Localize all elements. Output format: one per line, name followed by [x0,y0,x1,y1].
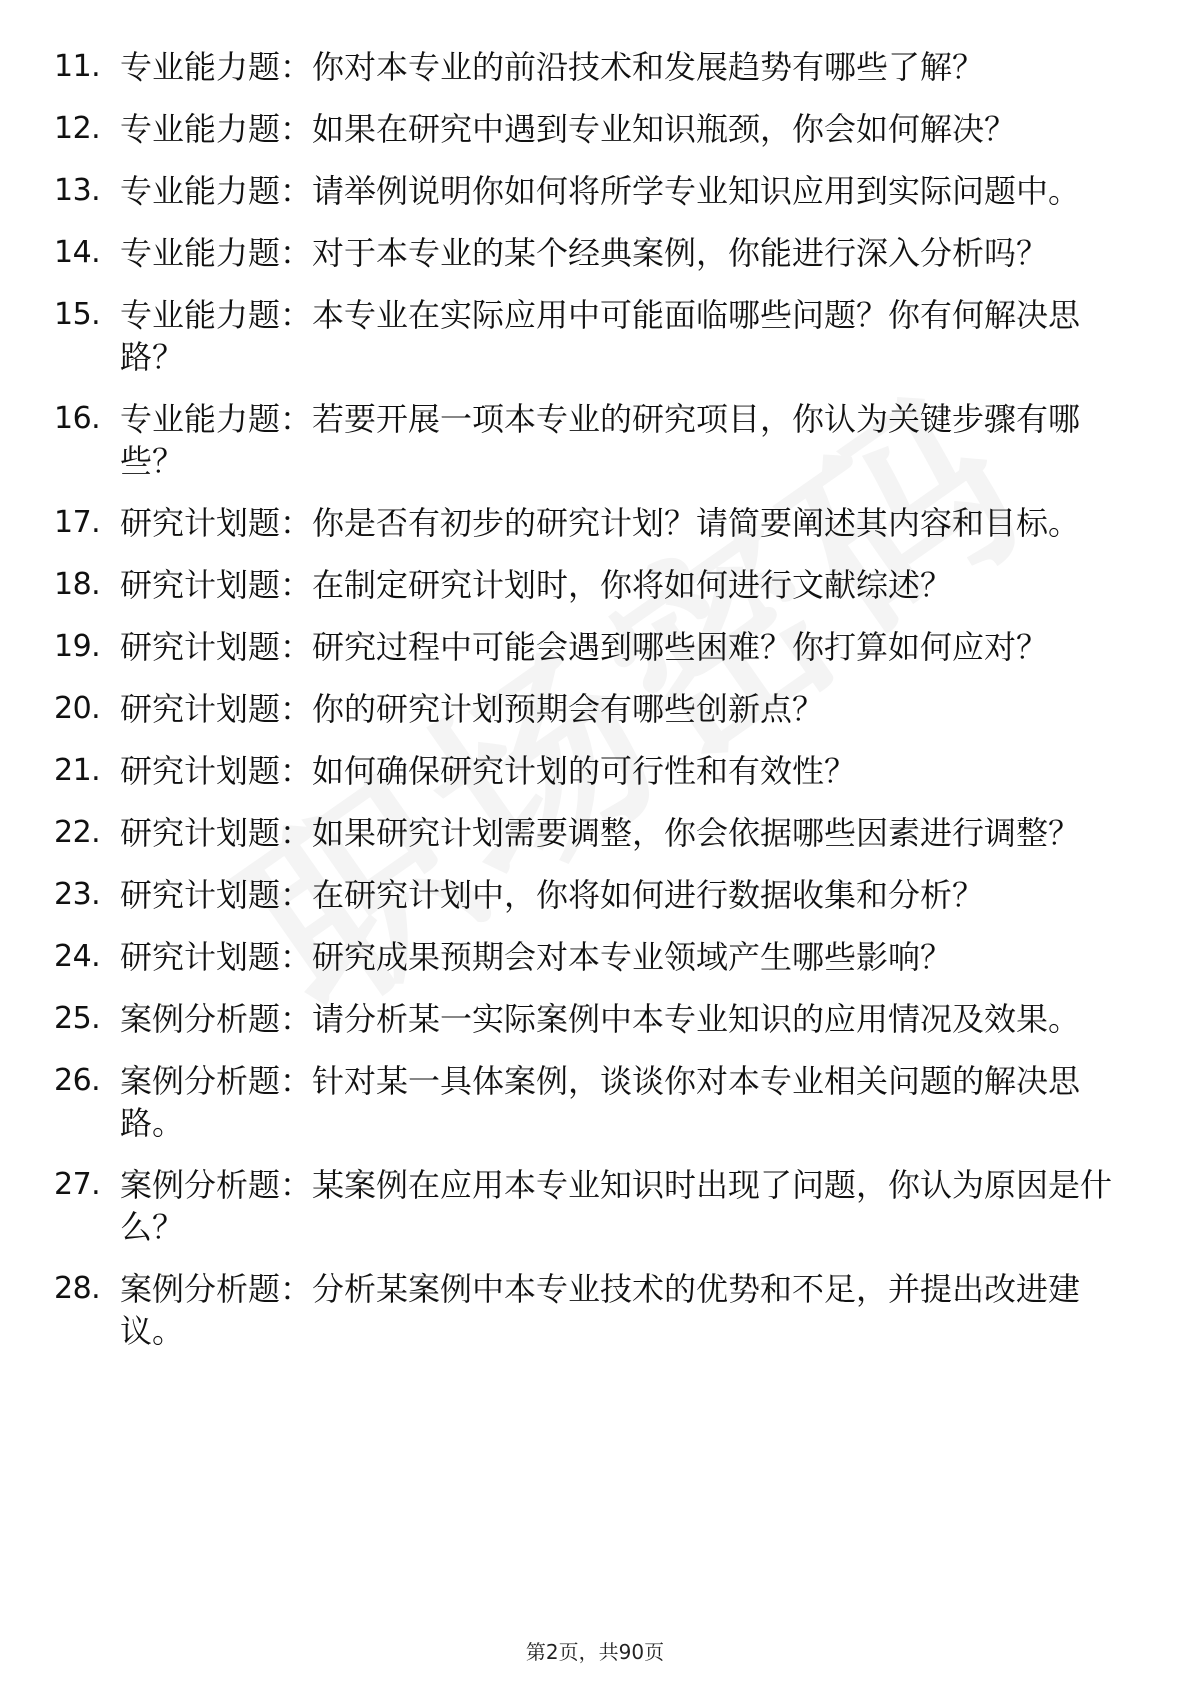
question-text: 某案例在应用本专业知识时出现了问题，你认为原因是什么？ [120,1166,1113,1246]
question-number: 21. [54,753,101,788]
question-body [120,936,1114,978]
question-item [54,1164,1114,1248]
question-item [54,170,1114,212]
page-footer: 第2页，共90页 [525,1640,665,1664]
question-item [54,812,1114,854]
question-type: 专业能力题： [120,296,313,334]
question-text: 若要开展一项本专业的研究项目，你认为关键步骤有哪些？ [120,400,1081,480]
question-item [54,398,1114,482]
question-number: 14. [54,235,101,270]
question-type: 专业能力题： [120,48,313,86]
question-item [54,564,1114,606]
question-text: 对于本专业的某个经典案例，你能进行深入分析吗？ [312,234,1049,272]
question-number: 24. [54,939,101,974]
question-item [54,1268,1114,1352]
question-text: 分析某案例中本专业技术的优势和不足，并提出改进建议。 [120,1270,1081,1350]
question-list [54,46,1114,1372]
question-text: 如何确保研究计划的可行性和有效性？ [312,752,857,790]
question-text: 如果研究计划需要调整，你会依据哪些因素进行调整？ [312,814,1081,852]
question-number: 28. [54,1271,101,1306]
question-number: 22. [54,815,101,850]
question-number: 16. [54,401,101,436]
question-type: 研究计划题： [120,814,313,852]
question-number: 23. [54,877,101,912]
question-body [120,1164,1114,1248]
question-body [120,750,1114,792]
question-text: 针对某一具体案例，谈谈你对本专业相关问题的解决思路。 [120,1062,1081,1142]
question-body [120,46,1114,88]
question-item [54,502,1114,544]
question-number: 25. [54,1001,101,1036]
question-body [120,232,1114,274]
question-item [54,626,1114,668]
question-number: 26. [54,1063,101,1098]
question-type: 研究计划题： [120,566,313,604]
question-body [120,1060,1114,1144]
question-text: 研究过程中可能会遇到哪些困难？你打算如何应对？ [312,628,1049,666]
question-body [120,108,1114,150]
question-body [120,688,1114,730]
question-body [120,812,1114,854]
question-body [120,564,1114,606]
question-number: 27. [54,1167,101,1202]
question-item [54,46,1114,88]
question-number: 20. [54,691,101,726]
question-text: 你对本专业的前沿技术和发展趋势有哪些了解？ [312,48,985,86]
question-text: 你是否有初步的研究计划？请简要阐述其内容和目标。 [312,504,1081,542]
question-number: 19. [54,629,101,664]
question-number: 12. [54,111,101,146]
question-item [54,750,1114,792]
question-text: 你的研究计划预期会有哪些创新点？ [312,690,825,728]
question-number: 13. [54,173,101,208]
question-type: 专业能力题： [120,400,313,438]
question-type: 案例分析题： [120,1062,313,1100]
question-type: 专业能力题： [120,172,313,210]
question-type: 专业能力题： [120,234,313,272]
question-item [54,936,1114,978]
question-type: 研究计划题： [120,752,313,790]
question-type: 专业能力题： [120,110,313,148]
question-text: 在制定研究计划时，你将如何进行文献综述？ [312,566,953,604]
question-item [54,232,1114,274]
question-item [54,294,1114,378]
question-text: 请分析某一实际案例中本专业知识的应用情况及效果。 [312,1000,1081,1038]
question-body [120,294,1114,378]
question-body [120,398,1114,482]
question-body [120,1268,1114,1352]
question-number: 11. [54,49,101,84]
question-item [54,688,1114,730]
question-type: 案例分析题： [120,1270,313,1308]
question-text: 本专业在实际应用中可能面临哪些问题？你有何解决思路？ [120,296,1081,376]
question-number: 17. [54,505,101,540]
question-type: 研究计划题： [120,876,313,914]
question-text: 在研究计划中，你将如何进行数据收集和分析？ [312,876,985,914]
question-type: 研究计划题： [120,938,313,976]
question-text: 如果在研究中遇到专业知识瓶颈，你会如何解决？ [312,110,1017,148]
question-type: 案例分析题： [120,1000,313,1038]
question-item [54,108,1114,150]
question-body [120,626,1114,668]
question-type: 研究计划题： [120,628,313,666]
question-text: 研究成果预期会对本专业领域产生哪些影响？ [312,938,953,976]
question-type: 案例分析题： [120,1166,313,1204]
question-text: 请举例说明你如何将所学专业知识应用到实际问题中。 [312,172,1081,210]
question-body [120,998,1114,1040]
question-item [54,874,1114,916]
question-number: 15. [54,297,101,332]
question-type: 研究计划题： [120,690,313,728]
question-number: 18. [54,567,101,602]
question-type: 研究计划题： [120,504,313,542]
question-body [120,502,1114,544]
question-body [120,874,1114,916]
question-item [54,998,1114,1040]
question-item [54,1060,1114,1144]
question-body [120,170,1114,212]
